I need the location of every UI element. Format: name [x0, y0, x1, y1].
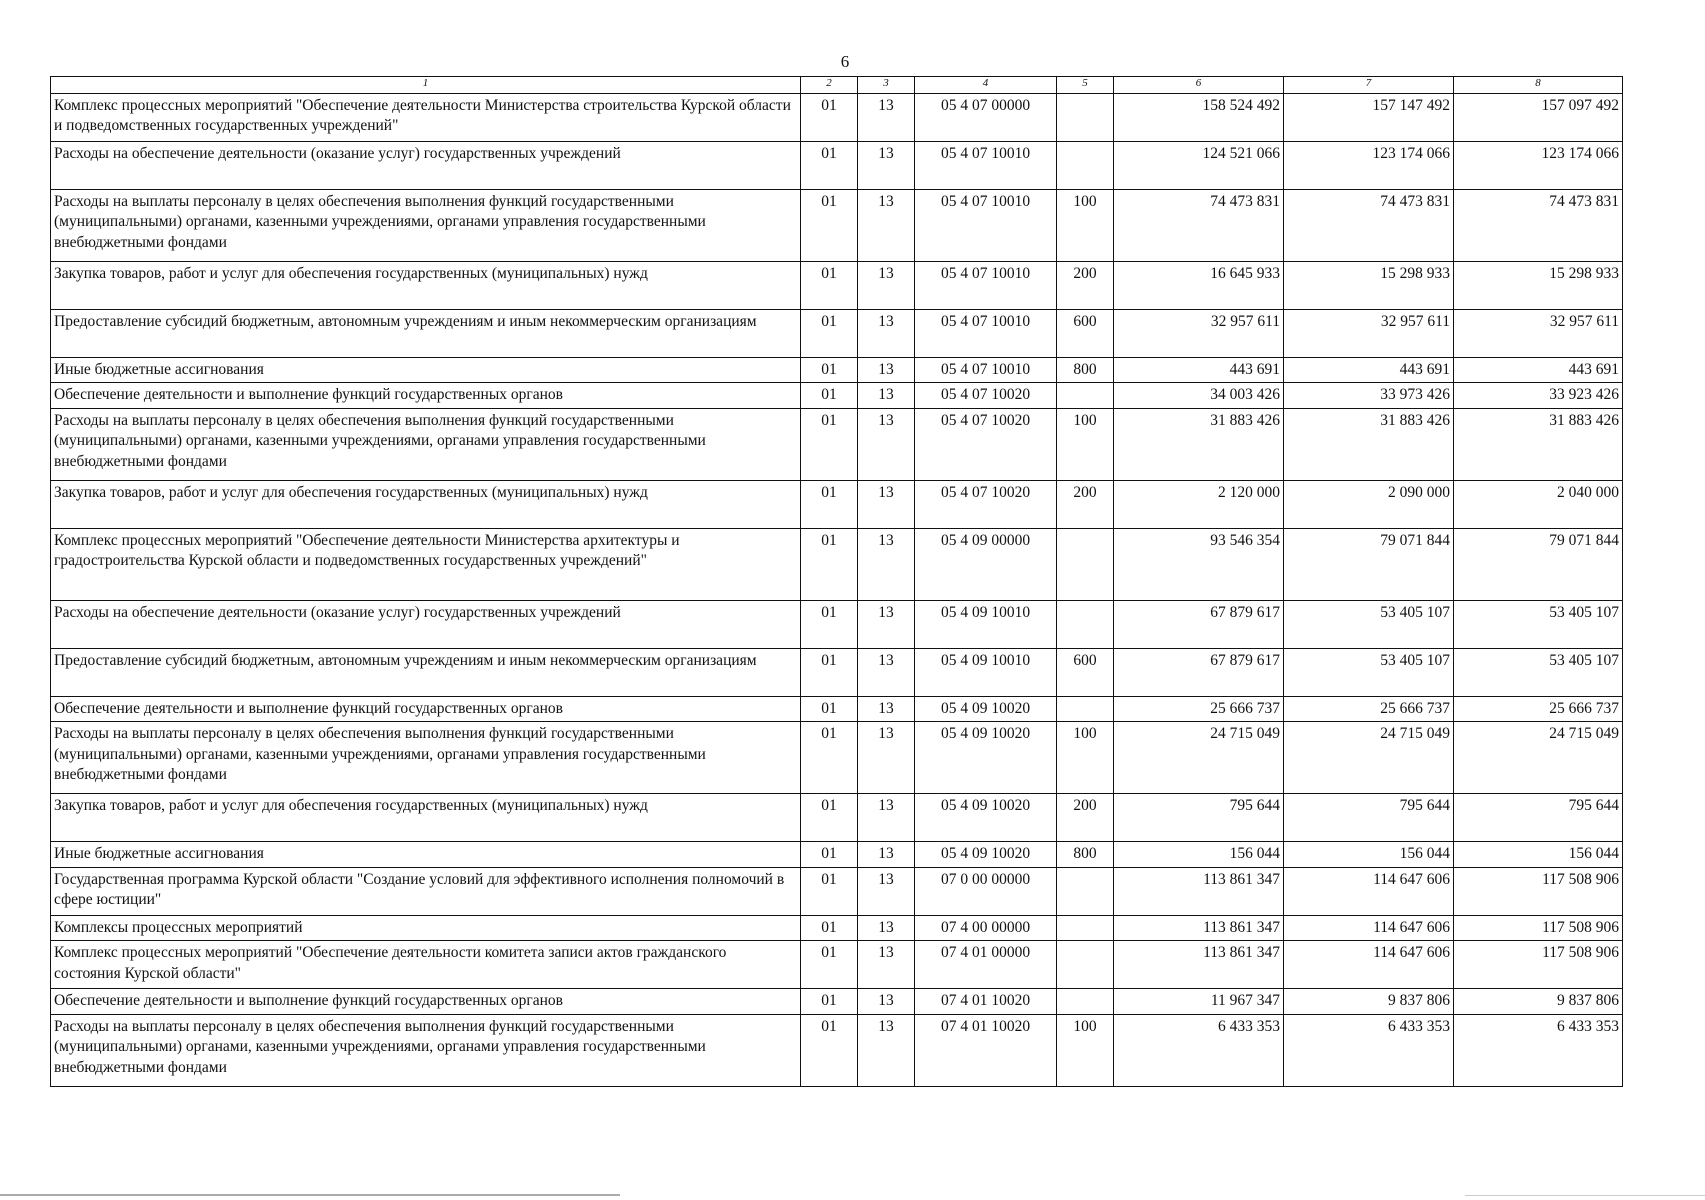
row-section: 01 — [801, 696, 858, 721]
row-target-article: 05 4 09 10020 — [915, 842, 1057, 867]
row-amount-col7: 156 044 — [1284, 842, 1454, 867]
row-amount-col8: 117 508 906 — [1454, 941, 1623, 989]
row-description: Комплексы процессных мероприятий — [51, 915, 801, 940]
row-description: Закупка товаров, работ и услуг для обеспечения государственных (муниципальных) нужд — [51, 262, 801, 310]
row-description: Обеспечение деятельности и выполнение функций государственных органов — [51, 383, 801, 408]
row-subsection: 13 — [858, 794, 915, 842]
row-section: 01 — [801, 794, 858, 842]
row-amount-col6: 113 861 347 — [1114, 915, 1284, 940]
table-row — [51, 383, 1623, 408]
row-subsection: 13 — [858, 190, 915, 262]
budget-table — [50, 76, 1623, 1087]
row-target-article: 05 4 09 10010 — [915, 600, 1057, 648]
row-subsection: 13 — [858, 310, 915, 358]
page-number: 6 — [840, 52, 850, 71]
row-amount-col7: 53 405 107 — [1284, 600, 1454, 648]
row-amount-col7: 114 647 606 — [1284, 915, 1454, 940]
table-row — [51, 867, 1623, 915]
row-amount-col8: 33 923 426 — [1454, 383, 1623, 408]
column-header: 5 — [1057, 77, 1114, 94]
row-target-article: 05 4 07 10020 — [915, 383, 1057, 408]
table-row — [51, 358, 1623, 383]
row-amount-col6: 16 645 933 — [1114, 262, 1284, 310]
row-amount-col7: 795 644 — [1284, 794, 1454, 842]
row-target-article: 07 0 00 00000 — [915, 867, 1057, 915]
row-amount-col6: 31 883 426 — [1114, 408, 1284, 480]
row-expense-type — [1057, 94, 1114, 142]
column-header: 2 — [801, 77, 858, 94]
row-amount-col7: 9 837 806 — [1284, 989, 1454, 1014]
row-expense-type — [1057, 528, 1114, 600]
table-row — [51, 648, 1623, 696]
row-amount-col6: 158 524 492 — [1114, 94, 1284, 142]
row-amount-col7: 74 473 831 — [1284, 190, 1454, 262]
column-header: 8 — [1454, 77, 1623, 94]
row-expense-type: 600 — [1057, 310, 1114, 358]
row-expense-type — [1057, 867, 1114, 915]
row-expense-type — [1057, 696, 1114, 721]
row-description: Расходы на выплаты персоналу в целях обеспечения выполнения функций государственными (муниципальными) органами, казенными учреждениями, органами управления государственными внебюджетными фондами — [51, 190, 801, 262]
row-target-article: 05 4 07 10010 — [915, 358, 1057, 383]
row-amount-col7: 31 883 426 — [1284, 408, 1454, 480]
row-expense-type: 200 — [1057, 262, 1114, 310]
table-row — [51, 989, 1623, 1014]
row-description: Расходы на выплаты персоналу в целях обеспечения выполнения функций государственными (муниципальными) органами, казенными учреждениями, органами управления государственными внебюджетными фондами — [51, 722, 801, 794]
table-row — [51, 408, 1623, 480]
row-description: Обеспечение деятельности и выполнение функций государственных органов — [51, 989, 801, 1014]
row-expense-type: 200 — [1057, 480, 1114, 528]
row-description: Иные бюджетные ассигнования — [51, 358, 801, 383]
row-amount-col6: 443 691 — [1114, 358, 1284, 383]
row-subsection: 13 — [858, 383, 915, 408]
row-subsection: 13 — [858, 1014, 915, 1086]
row-amount-col6: 67 879 617 — [1114, 648, 1284, 696]
table-row — [51, 941, 1623, 989]
row-section: 01 — [801, 648, 858, 696]
row-amount-col6: 795 644 — [1114, 794, 1284, 842]
row-description: Комплекс процессных мероприятий "Обеспечение деятельности Министерства архитектуры и градостроительства Курской области и подведомственных государственных учреждений" — [51, 528, 801, 600]
scan-edge-line — [1465, 1195, 1705, 1196]
row-subsection: 13 — [858, 94, 915, 142]
row-description: Иные бюджетные ассигнования — [51, 842, 801, 867]
table-row — [51, 915, 1623, 940]
row-expense-type — [1057, 600, 1114, 648]
row-amount-col8: 156 044 — [1454, 842, 1623, 867]
row-target-article: 05 4 09 10010 — [915, 648, 1057, 696]
row-section: 01 — [801, 358, 858, 383]
row-amount-col6: 67 879 617 — [1114, 600, 1284, 648]
table-row — [51, 528, 1623, 600]
row-subsection: 13 — [858, 262, 915, 310]
row-subsection: 13 — [858, 867, 915, 915]
row-amount-col8: 32 957 611 — [1454, 310, 1623, 358]
row-section: 01 — [801, 142, 858, 190]
row-target-article: 05 4 07 10010 — [915, 310, 1057, 358]
row-section: 01 — [801, 915, 858, 940]
row-expense-type: 200 — [1057, 794, 1114, 842]
row-subsection: 13 — [858, 842, 915, 867]
row-subsection: 13 — [858, 600, 915, 648]
row-amount-col8: 53 405 107 — [1454, 648, 1623, 696]
row-expense-type — [1057, 941, 1114, 989]
row-subsection: 13 — [858, 989, 915, 1014]
row-amount-col8: 15 298 933 — [1454, 262, 1623, 310]
row-amount-col6: 25 666 737 — [1114, 696, 1284, 721]
row-amount-col8: 795 644 — [1454, 794, 1623, 842]
row-amount-col8: 6 433 353 — [1454, 1014, 1623, 1086]
row-description: Расходы на обеспечение деятельности (оказание услуг) государственных учреждений — [51, 600, 801, 648]
row-amount-col7: 157 147 492 — [1284, 94, 1454, 142]
row-description: Предоставление субсидий бюджетным, автономным учреждениям и иным некоммерческим организациям — [51, 310, 801, 358]
row-amount-col7: 443 691 — [1284, 358, 1454, 383]
table-row — [51, 696, 1623, 721]
row-section: 01 — [801, 989, 858, 1014]
row-subsection: 13 — [858, 142, 915, 190]
row-description: Комплекс процессных мероприятий "Обеспечение деятельности Министерства строительства Курской области и подведомственных государственных учреждений" — [51, 94, 801, 142]
row-description: Закупка товаров, работ и услуг для обеспечения государственных (муниципальных) нужд — [51, 794, 801, 842]
row-section: 01 — [801, 262, 858, 310]
row-amount-col7: 32 957 611 — [1284, 310, 1454, 358]
row-description: Расходы на выплаты персоналу в целях обеспечения выполнения функций государственными (муниципальными) органами, казенными учреждениями, органами управления государственными внебюджетными фондами — [51, 1014, 801, 1086]
row-target-article: 05 4 07 10020 — [915, 408, 1057, 480]
row-section: 01 — [801, 528, 858, 600]
row-section: 01 — [801, 190, 858, 262]
row-amount-col7: 114 647 606 — [1284, 941, 1454, 989]
table-row — [51, 190, 1623, 262]
row-amount-col6: 6 433 353 — [1114, 1014, 1284, 1086]
row-description: Закупка товаров, работ и услуг для обеспечения государственных (муниципальных) нужд — [51, 480, 801, 528]
table-row — [51, 480, 1623, 528]
row-section: 01 — [801, 867, 858, 915]
row-expense-type: 100 — [1057, 722, 1114, 794]
row-amount-col8: 123 174 066 — [1454, 142, 1623, 190]
row-section: 01 — [801, 1014, 858, 1086]
scan-edge-line — [0, 1194, 620, 1196]
row-amount-col7: 2 090 000 — [1284, 480, 1454, 528]
row-expense-type — [1057, 989, 1114, 1014]
row-amount-col7: 53 405 107 — [1284, 648, 1454, 696]
row-amount-col8: 24 715 049 — [1454, 722, 1623, 794]
row-target-article: 05 4 07 10010 — [915, 142, 1057, 190]
row-expense-type: 800 — [1057, 842, 1114, 867]
row-subsection: 13 — [858, 528, 915, 600]
row-amount-col6: 156 044 — [1114, 842, 1284, 867]
table-row — [51, 142, 1623, 190]
row-section: 01 — [801, 941, 858, 989]
row-amount-col7: 114 647 606 — [1284, 867, 1454, 915]
row-section: 01 — [801, 94, 858, 142]
table-row — [51, 94, 1623, 142]
row-section: 01 — [801, 383, 858, 408]
row-amount-col8: 117 508 906 — [1454, 915, 1623, 940]
row-amount-col7: 123 174 066 — [1284, 142, 1454, 190]
row-amount-col7: 15 298 933 — [1284, 262, 1454, 310]
row-expense-type: 800 — [1057, 358, 1114, 383]
row-target-article: 05 4 09 10020 — [915, 794, 1057, 842]
row-target-article: 05 4 09 10020 — [915, 722, 1057, 794]
row-amount-col7: 79 071 844 — [1284, 528, 1454, 600]
table-row — [51, 722, 1623, 794]
row-section: 01 — [801, 408, 858, 480]
row-subsection: 13 — [858, 648, 915, 696]
row-amount-col8: 443 691 — [1454, 358, 1623, 383]
column-header: 3 — [858, 77, 915, 94]
table-row — [51, 600, 1623, 648]
row-amount-col8: 25 666 737 — [1454, 696, 1623, 721]
row-expense-type — [1057, 915, 1114, 940]
table-row — [51, 262, 1623, 310]
row-description: Расходы на выплаты персоналу в целях обеспечения выполнения функций государственными (муниципальными) органами, казенными учреждениями, органами управления государственными внебюджетными фондами — [51, 408, 801, 480]
row-target-article: 05 4 07 00000 — [915, 94, 1057, 142]
row-expense-type — [1057, 383, 1114, 408]
row-subsection: 13 — [858, 358, 915, 383]
row-amount-col6: 11 967 347 — [1114, 989, 1284, 1014]
row-amount-col6: 113 861 347 — [1114, 867, 1284, 915]
row-target-article: 05 4 07 10020 — [915, 480, 1057, 528]
table-row — [51, 842, 1623, 867]
row-amount-col8: 74 473 831 — [1454, 190, 1623, 262]
row-amount-col6: 24 715 049 — [1114, 722, 1284, 794]
row-subsection: 13 — [858, 915, 915, 940]
column-header: 6 — [1114, 77, 1284, 94]
row-target-article: 05 4 09 10020 — [915, 696, 1057, 721]
row-expense-type: 100 — [1057, 1014, 1114, 1086]
row-amount-col7: 6 433 353 — [1284, 1014, 1454, 1086]
row-description: Государственная программа Курской области "Создание условий для эффективного исполнения полномочий в сфере юстиции" — [51, 867, 801, 915]
row-amount-col8: 79 071 844 — [1454, 528, 1623, 600]
row-amount-col6: 124 521 066 — [1114, 142, 1284, 190]
column-header: 4 — [915, 77, 1057, 94]
row-amount-col8: 117 508 906 — [1454, 867, 1623, 915]
row-target-article: 05 4 07 10010 — [915, 190, 1057, 262]
table-row — [51, 1014, 1623, 1086]
row-amount-col8: 2 040 000 — [1454, 480, 1623, 528]
row-amount-col7: 24 715 049 — [1284, 722, 1454, 794]
row-subsection: 13 — [858, 941, 915, 989]
row-amount-col6: 113 861 347 — [1114, 941, 1284, 989]
row-amount-col6: 34 003 426 — [1114, 383, 1284, 408]
row-amount-col6: 74 473 831 — [1114, 190, 1284, 262]
row-subsection: 13 — [858, 722, 915, 794]
row-section: 01 — [801, 600, 858, 648]
row-section: 01 — [801, 310, 858, 358]
row-amount-col6: 93 546 354 — [1114, 528, 1284, 600]
row-expense-type — [1057, 142, 1114, 190]
row-amount-col6: 2 120 000 — [1114, 480, 1284, 528]
row-expense-type: 100 — [1057, 190, 1114, 262]
row-section: 01 — [801, 842, 858, 867]
row-amount-col8: 31 883 426 — [1454, 408, 1623, 480]
column-header: 7 — [1284, 77, 1454, 94]
row-amount-col8: 9 837 806 — [1454, 989, 1623, 1014]
row-amount-col7: 25 666 737 — [1284, 696, 1454, 721]
row-amount-col6: 32 957 611 — [1114, 310, 1284, 358]
row-section: 01 — [801, 722, 858, 794]
row-expense-type: 100 — [1057, 408, 1114, 480]
table-row — [51, 310, 1623, 358]
row-description: Предоставление субсидий бюджетным, автономным учреждениям и иным некоммерческим организациям — [51, 648, 801, 696]
row-subsection: 13 — [858, 408, 915, 480]
row-description: Обеспечение деятельности и выполнение функций государственных органов — [51, 696, 801, 721]
row-target-article: 05 4 09 00000 — [915, 528, 1057, 600]
row-subsection: 13 — [858, 480, 915, 528]
row-target-article: 07 4 01 10020 — [915, 989, 1057, 1014]
row-description: Комплекс процессных мероприятий "Обеспечение деятельности комитета записи актов гражданского состояния Курской области" — [51, 941, 801, 989]
row-amount-col7: 33 973 426 — [1284, 383, 1454, 408]
row-target-article: 07 4 00 00000 — [915, 915, 1057, 940]
row-target-article: 07 4 01 10020 — [915, 1014, 1057, 1086]
column-number-row — [51, 77, 1623, 94]
table-row — [51, 794, 1623, 842]
row-target-article: 07 4 01 00000 — [915, 941, 1057, 989]
row-description: Расходы на обеспечение деятельности (оказание услуг) государственных учреждений — [51, 142, 801, 190]
row-target-article: 05 4 07 10010 — [915, 262, 1057, 310]
row-amount-col8: 53 405 107 — [1454, 600, 1623, 648]
row-section: 01 — [801, 480, 858, 528]
column-header: 1 — [51, 77, 801, 94]
row-expense-type: 600 — [1057, 648, 1114, 696]
row-subsection: 13 — [858, 696, 915, 721]
row-amount-col8: 157 097 492 — [1454, 94, 1623, 142]
